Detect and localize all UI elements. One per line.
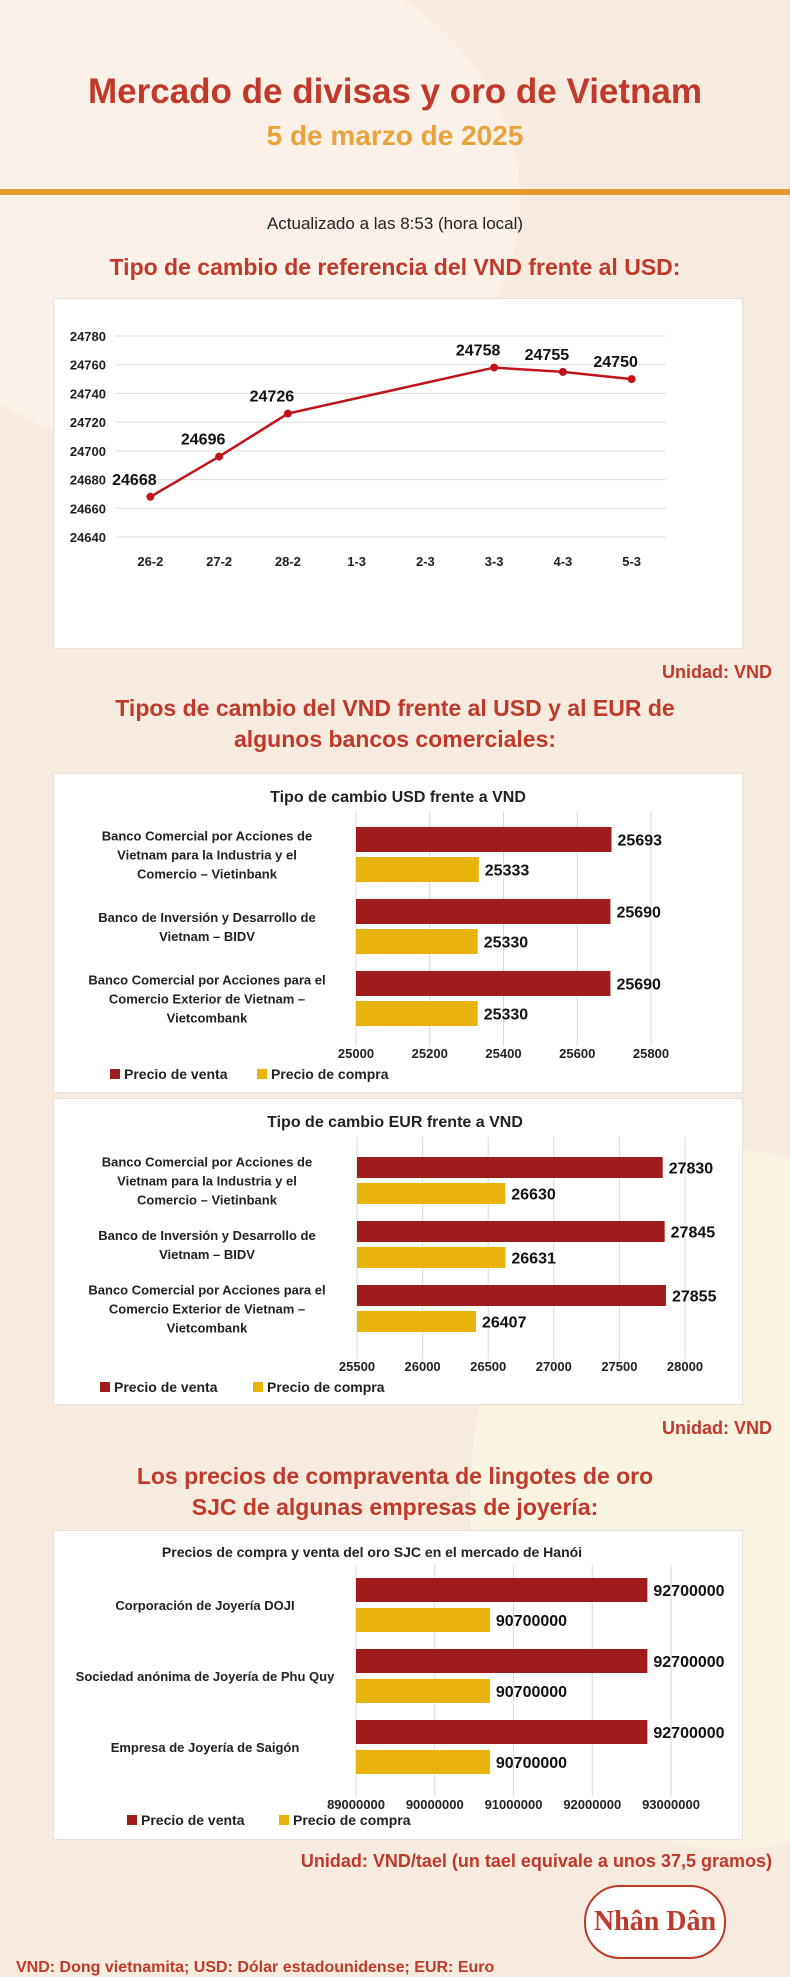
category-label: Vietcombank [166,1320,248,1336]
data-label: 25333 [484,862,530,880]
nhan-dan-logo [584,1885,726,1959]
data-label: 25690 [616,976,661,994]
x-tick-label: 26500 [470,1359,507,1374]
data-label: 25330 [483,934,529,952]
legend-swatch [100,1382,110,1392]
category-label: Comercio – Vietinbank [137,866,277,882]
gold-heading-line1: Los precios de compraventa de lingotes de oro [136,1463,654,1489]
ref-rate-panel [53,298,743,649]
data-label: 27845 [670,1224,716,1242]
category-label: Comercio – Vietinbank [137,1192,277,1208]
sell-bar [356,827,612,852]
footer-note: VND: Dong vietnamita; USD: Dólar estadounidense; EUR: Euro [16,1959,495,1976]
buy-bar [357,1247,505,1268]
page-title: Mercado de divisas y oro de Vietnam [87,72,703,111]
logo-text: Nhân Dân [593,1906,717,1937]
sell-bar [356,1720,647,1744]
data-label: 26630 [511,1186,556,1204]
x-tick-label: 92000000 [563,1797,622,1812]
data-label: 25693 [617,832,663,850]
category-label: Vietcombank [166,1010,248,1026]
category-label: Vietnam para la Industria y el [117,847,297,863]
x-tick-label: 28000 [666,1359,704,1374]
x-tick-label: 25200 [411,1046,448,1061]
data-label: 92700000 [653,1654,725,1671]
legend-label: Precio de venta [141,1812,245,1828]
x-tick-label: 26000 [404,1359,441,1374]
ref-rate-heading: Tipo de cambio de referencia del VND frente al USD: [109,254,681,280]
legend-swatch [257,1069,267,1079]
legend-label: Precio de venta [124,1066,228,1082]
x-tick-label: 26-2 [137,554,164,569]
y-tick-label: 24780 [69,329,106,344]
chart-title: Tipo de cambio USD frente a VND [270,789,526,806]
data-point [559,368,567,376]
unit-label: Unidad: VND [662,1418,772,1438]
x-tick-label: 25600 [559,1046,596,1061]
category-label: Banco Comercial por Acciones para el [88,972,326,988]
buy-bar [356,1679,490,1703]
x-tick-label: 25000 [337,1046,375,1061]
y-tick-label: 24760 [69,357,106,373]
x-tick-label: 25800 [632,1046,670,1061]
x-tick-label: 93000000 [642,1797,700,1812]
category-label: Vietnam – BIDV [159,1247,255,1262]
page-date: 5 de marzo de 2025 [266,120,524,151]
category-label: Corporación de Joyería DOJI [115,1598,295,1613]
category-label: Comercio Exterior de Vietnam – [108,991,306,1007]
data-label: 26631 [511,1250,556,1268]
banks-heading-line1: Tipos de cambio del VND frente al USD y al EUR de [115,695,675,721]
category-label: Banco de Inversión y Desarrollo de [98,1228,316,1243]
category-label: Banco de Inversión y Desarrollo de [98,910,316,925]
data-label: 24755 [524,346,570,364]
data-label: 24696 [180,431,226,449]
data-label: 24758 [455,342,501,360]
buy-bar [357,1311,476,1332]
data-point [628,375,636,383]
data-label: 90700000 [495,1755,568,1772]
legend-swatch [279,1815,289,1825]
x-tick-label: 90000000 [405,1797,464,1812]
chart-title: Precios de compra y venta del oro SJC en el mercado de Hanói [161,1544,583,1560]
sell-bar [356,899,610,924]
data-point [146,493,154,501]
banks-heading-line2: algunos bancos comerciales: [233,726,557,752]
buy-bar [356,1001,478,1026]
y-tick-label: 24640 [69,530,106,545]
sell-bar [356,971,610,996]
chart-title: Tipo de cambio EUR frente a VND [267,1114,523,1131]
x-tick-label: 27000 [535,1359,572,1374]
legend-label: Precio de compra [293,1812,411,1828]
data-label: 90700000 [495,1613,568,1630]
buy-bar [356,929,478,954]
data-label: 27855 [671,1288,717,1306]
data-label: 25690 [616,904,661,922]
legend-swatch [253,1382,263,1392]
legend-swatch [127,1815,137,1825]
category-label: Vietnam – BIDV [159,929,255,944]
sell-bar [356,1649,647,1673]
x-tick-label: 91000000 [484,1797,543,1812]
usd-bar-chart [54,774,742,1092]
y-tick-label: 24740 [69,386,106,402]
gold-bar-chart [54,1531,742,1839]
data-label: 26407 [481,1314,527,1332]
buy-bar [356,1750,490,1774]
x-tick-label: 89000000 [327,1797,385,1812]
sell-bar [357,1157,663,1178]
sell-bar [357,1285,666,1306]
y-tick-label: 24700 [69,443,106,459]
x-tick-label: 4-3 [553,554,573,569]
gold-heading-line2: SJC de algunas empresas de joyería: [191,1494,599,1520]
updated-time: Actualizado a las 8:53 (hora local) [266,214,524,233]
buy-bar [356,1608,490,1632]
y-tick-label: 24680 [69,472,106,488]
gold-unit-label: Unidad: VND/tael (un tael equivale a unos 37,5 gramos) [300,1851,772,1871]
x-tick-label: 25500 [338,1359,376,1374]
data-label: 90700000 [495,1684,568,1701]
x-tick-label: 27500 [601,1359,638,1374]
ref-rate-line-chart [54,299,742,648]
data-label: 24726 [249,388,295,406]
sell-bar [357,1221,665,1242]
x-tick-label: 2-3 [415,554,435,569]
category-label: Sociedad anónima de Joyería de Phu Quy [75,1669,335,1684]
usd-rate-panel [53,773,743,1093]
data-label: 24750 [593,354,638,372]
buy-bar [356,857,479,882]
y-tick-label: 24720 [69,415,106,431]
data-label: 92700000 [653,1725,725,1742]
data-label: 92700000 [653,1583,725,1600]
eur-rate-panel [53,1098,743,1405]
buy-bar [357,1183,505,1204]
data-label: 27830 [668,1160,714,1178]
category-label: Comercio Exterior de Vietnam – [108,1301,306,1317]
x-tick-label: 28-2 [274,554,301,569]
data-label: 24668 [112,471,157,489]
category-label: Empresa de Joyería de Saigón [110,1740,300,1755]
x-tick-label: 5-3 [622,554,642,569]
y-tick-label: 24660 [69,501,106,517]
header-divider [0,189,790,195]
data-point [215,453,223,461]
x-tick-label: 1-3 [347,554,367,569]
data-point [284,410,292,418]
category-label: Banco Comercial por Acciones para el [88,1282,326,1298]
x-tick-label: 27-2 [206,554,233,569]
unit-label: Unidad: VND [662,662,772,682]
legend-label: Precio de compra [271,1066,389,1082]
category-label: Vietnam para la Industria y el [117,1173,297,1189]
category-label: Banco Comercial por Acciones de [101,828,313,844]
x-tick-label: 25400 [485,1046,522,1061]
legend-label: Precio de venta [114,1379,218,1395]
data-label: 25330 [483,1006,529,1024]
data-point [490,364,498,372]
sell-bar [356,1578,647,1602]
x-tick-label: 3-3 [484,554,504,569]
gold-price-panel [53,1530,743,1840]
eur-bar-chart [54,1099,742,1404]
category-label: Banco Comercial por Acciones de [101,1154,313,1170]
legend-label: Precio de compra [267,1379,385,1395]
legend-swatch [110,1069,120,1079]
